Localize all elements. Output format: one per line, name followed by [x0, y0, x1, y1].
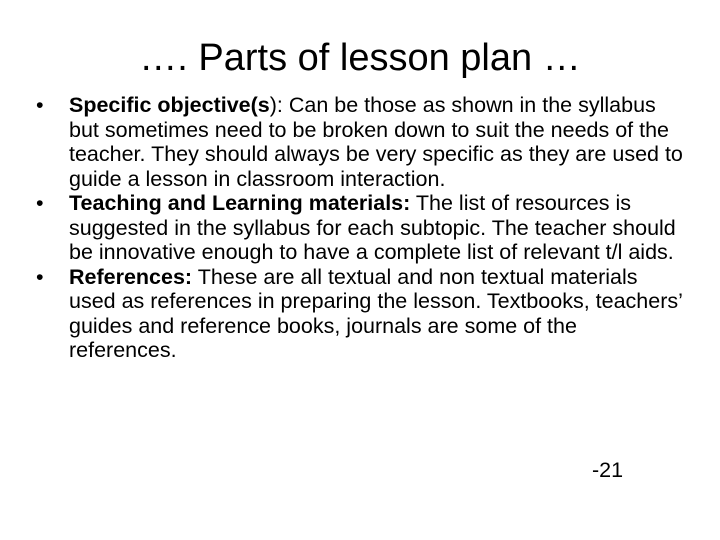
bullet-label: References: [69, 264, 193, 289]
bullet-label: Specific objective(s [69, 93, 270, 117]
bullet-text: The list of resources is suggested in the syllabus for each subtopic. The teacher should be innovative enough to have a complete list of relevant t/l aids. [69, 191, 676, 264]
bullet-text: Can be those as shown in the syllabus but sometimes need to be broken down to suit the needs of the teacher. They should always be very specific as they are used to guide a lesson in classroom interaction. [69, 93, 683, 191]
bullet-specific-objectives [36, 93, 686, 191]
bullet-list [36, 93, 686, 363]
bullet-text: These are all textual and non textual materials used as references in preparing the lesson. Textbooks, teachers’ guides and reference books, journals are some of the references. [69, 264, 683, 362]
bullet-dot-icon: • [36, 191, 44, 215]
bullet-dot-icon: • [36, 264, 44, 289]
page-number: -21 [592, 458, 624, 482]
bullet-label: Teaching and Learning materials: [69, 191, 411, 215]
bullet-teaching-learning-materials [36, 191, 686, 265]
bullet-dot-icon: • [36, 93, 44, 117]
slide-title: …. Parts of lesson plan … [139, 37, 581, 79]
bullet-references [36, 265, 686, 363]
bullet-label-tail: ): [269, 93, 289, 117]
